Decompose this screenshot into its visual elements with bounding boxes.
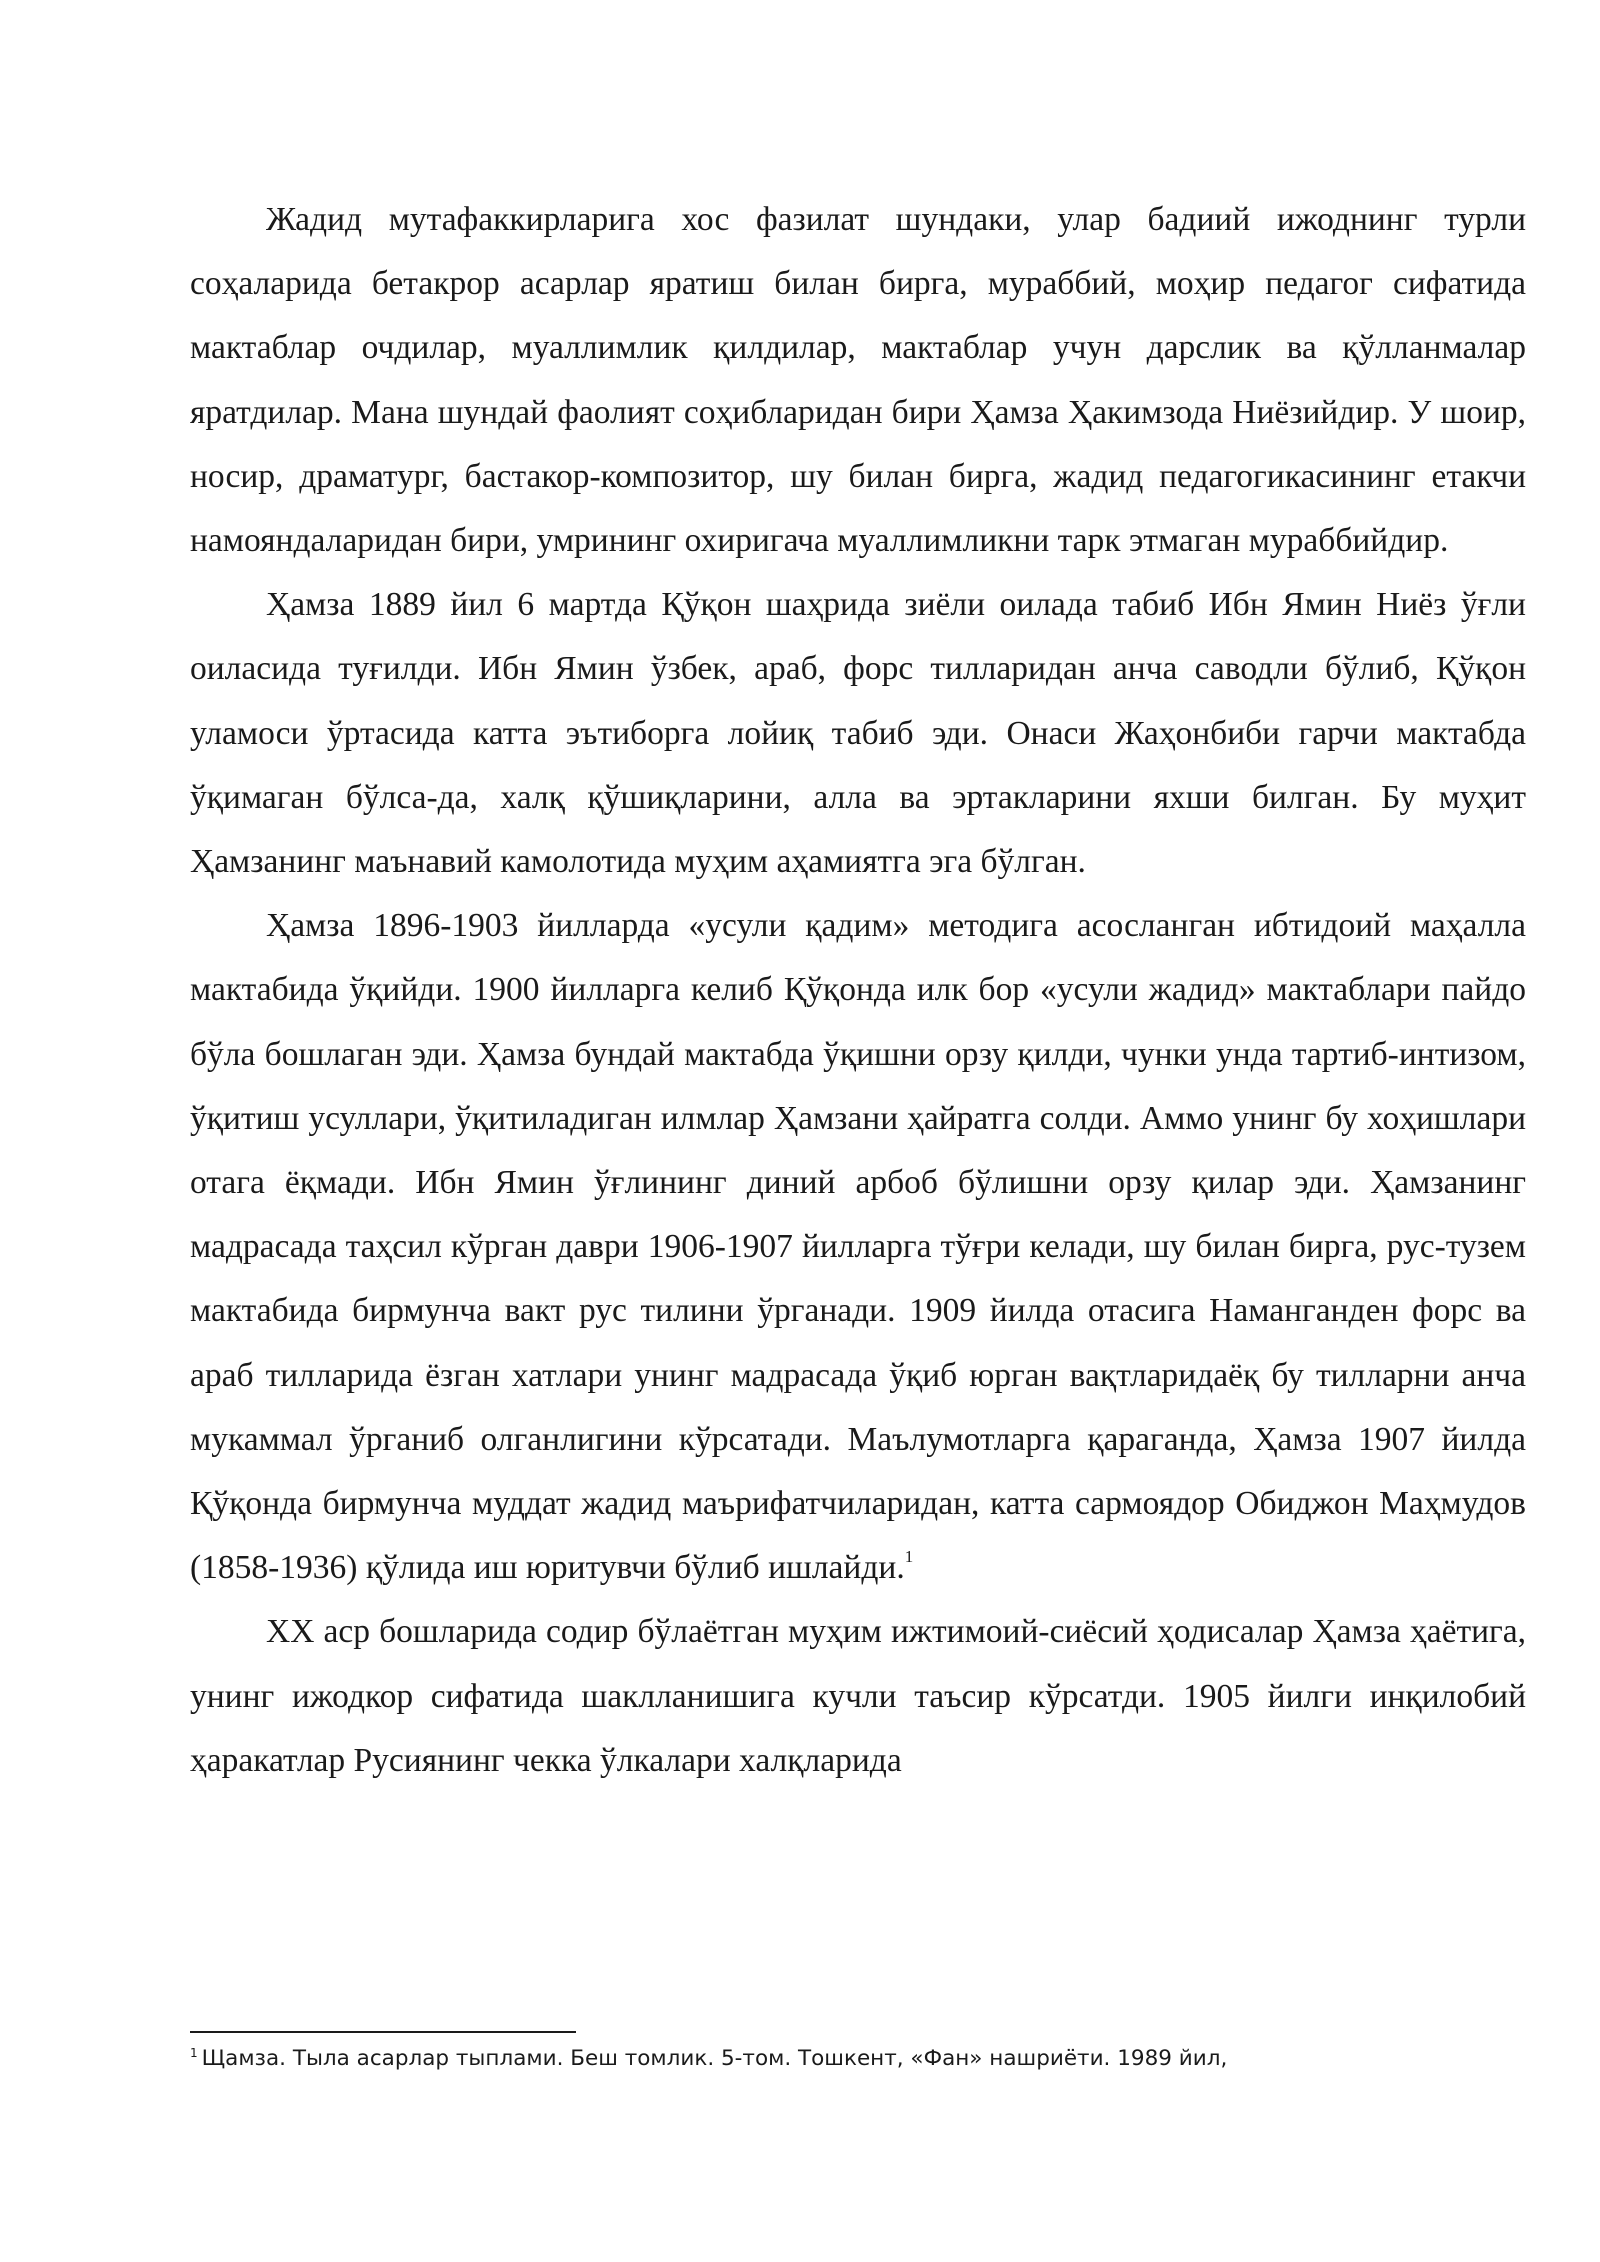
footnote-separator — [190, 2031, 576, 2033]
paragraph-3-text: Ҳамза 1896-1903 йилларда «усули қадим» методига асосланган ибтидоий маҳалла мактабида ўқийди. 1900 йилларга келиб Қўқонда илк бор «усули жадид» мактаблари пайдо бўла бошлаган эди. Ҳамза бундай мактабда ўқишни орзу қилди, чунки унда тартиб-интизом, ўқитиш усуллари, ўқитиладиган илмлар Ҳамзани ҳайратга солди. Аммо унинг бу хоҳишлари отага ёқмади. Ибн Ямин ўғлининг диний арбоб бўлишни орзу қилар эди. Ҳамзанинг мадрасада таҳсил кўрган даври 1906-1907 йилларга тўғри келади, шу билан бирга, рус-тузем мактабида бирмунча вакт рус тилини ўрганади. 1909 йилда отасига Наманганден форс ва араб тилларида ёзган хатлари унинг мадрасада ўқиб юрган вақтларидаёқ бу тилларни анча мукаммал ўрганиб олганлигини кўрсатади. Маълумотларга қараганда, Ҳамза 1907 йилда Қўқонда бирмунча муддат жадид маърифатчиларидан, катта сармоядор Обиджон Маҳмудов (1858-1936) қўлида иш юритувчи бўлиб ишлайди. — [190, 907, 1526, 1587]
footnote-number: 1 — [190, 2045, 198, 2060]
paragraph-2: Ҳамза 1889 йил 6 мартда Қўқон шаҳрида зиёли оилада табиб Ибн Ямин Ниёз ўғли оиласида туғилди. Ибн Ямин ўзбек, араб, форс тилларидан анча саводли бўлиб, Қўқон уламоси ўртасида катта эътиборга лойиқ табиб эди. Онаси Жаҳонбиби гарчи мактабда ўқимаган бўлса-да, халқ қўшиқларини, алла ва эртакларини яхши билган. Бу муҳит Ҳамзанинг маънавий камолотида муҳим аҳамиятга эга бўлган. — [190, 586, 1526, 881]
paragraph-1: Жадид мутафаккирларига хос фазилат шундаки, улар бадиий ижоднинг турли соҳаларида бетакрор асарлар яратиш билан бирга, мураббий, моҳир педагог сифатида мактаблар очдилар, муаллимлик қилдилар, мактаблар учун дарслик ва қўлланмалар яратдилар. Мана шундай фаолият соҳибларидан бири Ҳамза Ҳакимзода Ниёзийдир. У шоир, носир, драматург, бастакор-композитор, шу билан бирга, жадид педагогикасининг етакчи намояндаларидан бири, умрининг охиригача муаллимликни тарк этмаган мураббийдир. — [190, 201, 1526, 560]
footnote-reference[interactable]: 1 — [904, 1547, 914, 1567]
paragraph-4: XX аср бошларида содир бўлаётган муҳим ижтимоий-сиёсий ҳодисалар Ҳамза ҳаётига, унинг ижодкор сифатида шаклланишига кучли таъсир кўрсатди. 1905 йилги инқилобий ҳаракатлар Русиянинг чекка ўлкалари халқларида — [190, 1613, 1526, 1779]
document-body — [190, 188, 1526, 1793]
footnote — [190, 2044, 1526, 2074]
footnote-text: Щамза. Тыла асарлар тыплами. Беш томлик. 5-том. Тошкент, «Фан» нашриёти. 1989 йил, — [201, 2046, 1228, 2071]
paragraph-3 — [190, 894, 1526, 1600]
